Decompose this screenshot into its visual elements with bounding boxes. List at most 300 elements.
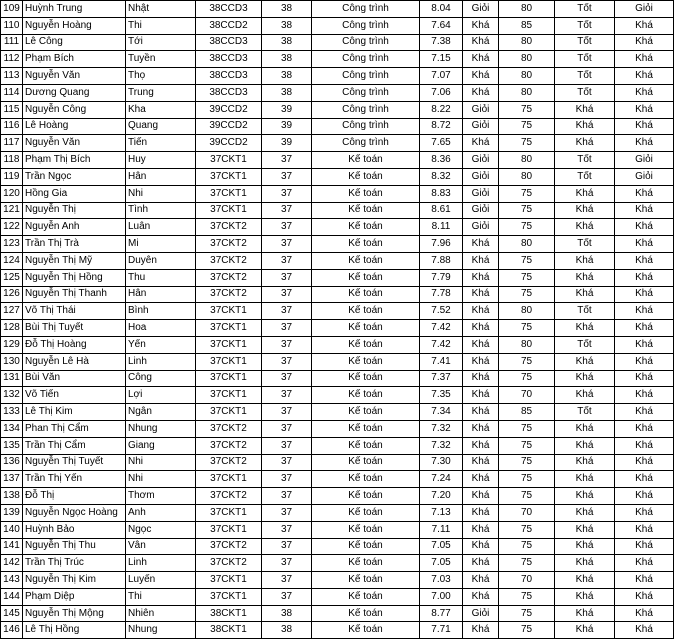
table-row bbox=[1, 118, 674, 135]
first-name-cell: Tiến bbox=[126, 135, 196, 152]
class-code-cell: 37CKT2 bbox=[196, 219, 262, 236]
cohort-cell: 38 bbox=[262, 605, 312, 622]
first-name-cell: Thọ bbox=[126, 68, 196, 85]
class-code-cell: 38CKT1 bbox=[196, 622, 262, 639]
conduct-rank-cell: Khá bbox=[555, 286, 615, 303]
last-middle-name-cell: Trần Thị Trúc bbox=[23, 555, 126, 572]
scholarship-rank-cell: Khá bbox=[615, 555, 674, 572]
row-number-cell: 131 bbox=[1, 370, 23, 387]
cohort-cell: 37 bbox=[262, 320, 312, 337]
academic-rank-cell: Giỏi bbox=[463, 219, 499, 236]
conduct-rank-cell: Khá bbox=[555, 538, 615, 555]
table-row bbox=[1, 420, 674, 437]
table-row bbox=[1, 588, 674, 605]
academic-rank-cell: Khá bbox=[463, 588, 499, 605]
major-cell: Kế toán bbox=[312, 185, 420, 202]
conduct-score-cell: 75 bbox=[499, 219, 555, 236]
academic-rank-cell: Khá bbox=[463, 420, 499, 437]
conduct-score-cell: 75 bbox=[499, 269, 555, 286]
row-number-cell: 137 bbox=[1, 471, 23, 488]
scholarship-rank-cell: Giỏi bbox=[615, 1, 674, 18]
conduct-score-cell: 75 bbox=[499, 588, 555, 605]
major-cell: Kế toán bbox=[312, 286, 420, 303]
row-number-cell: 127 bbox=[1, 303, 23, 320]
major-cell: Kế toán bbox=[312, 303, 420, 320]
table-row bbox=[1, 320, 674, 337]
last-middle-name-cell: Võ Thị Thái bbox=[23, 303, 126, 320]
academic-rank-cell: Khá bbox=[463, 17, 499, 34]
major-cell: Kế toán bbox=[312, 219, 420, 236]
conduct-rank-cell: Khá bbox=[555, 101, 615, 118]
gpa-cell: 7.20 bbox=[420, 488, 463, 505]
last-middle-name-cell: Nguyễn Thị bbox=[23, 202, 126, 219]
row-number-cell: 144 bbox=[1, 588, 23, 605]
last-middle-name-cell: Nguyễn Lê Hà bbox=[23, 353, 126, 370]
first-name-cell: Thu bbox=[126, 269, 196, 286]
row-number-cell: 140 bbox=[1, 521, 23, 538]
table-row bbox=[1, 152, 674, 169]
scholarship-rank-cell: Khá bbox=[615, 370, 674, 387]
cohort-cell: 37 bbox=[262, 336, 312, 353]
table-row bbox=[1, 17, 674, 34]
cohort-cell: 37 bbox=[262, 252, 312, 269]
row-number-cell: 114 bbox=[1, 84, 23, 101]
table-row bbox=[1, 605, 674, 622]
gpa-cell: 7.52 bbox=[420, 303, 463, 320]
row-number-cell: 109 bbox=[1, 1, 23, 18]
major-cell: Kế toán bbox=[312, 555, 420, 572]
cohort-cell: 37 bbox=[262, 572, 312, 589]
last-middle-name-cell: Dương Quang bbox=[23, 84, 126, 101]
cohort-cell: 38 bbox=[262, 51, 312, 68]
major-cell: Kế toán bbox=[312, 370, 420, 387]
row-number-cell: 132 bbox=[1, 387, 23, 404]
row-number-cell: 110 bbox=[1, 17, 23, 34]
first-name-cell: Lợi bbox=[126, 387, 196, 404]
gpa-cell: 7.03 bbox=[420, 572, 463, 589]
class-code-cell: 37CKT1 bbox=[196, 303, 262, 320]
first-name-cell: Mi bbox=[126, 236, 196, 253]
scholarship-rank-cell: Khá bbox=[615, 185, 674, 202]
conduct-rank-cell: Khá bbox=[555, 387, 615, 404]
row-number-cell: 134 bbox=[1, 420, 23, 437]
conduct-score-cell: 85 bbox=[499, 17, 555, 34]
gpa-cell: 7.05 bbox=[420, 538, 463, 555]
scholarship-rank-cell: Khá bbox=[615, 101, 674, 118]
class-code-cell: 37CKT2 bbox=[196, 286, 262, 303]
scholarship-rank-cell: Giỏi bbox=[615, 152, 674, 169]
scholarship-rank-cell: Khá bbox=[615, 118, 674, 135]
scholarship-rank-cell: Khá bbox=[615, 588, 674, 605]
conduct-score-cell: 75 bbox=[499, 118, 555, 135]
last-middle-name-cell: Đỗ Thị bbox=[23, 488, 126, 505]
scholarship-rank-cell: Khá bbox=[615, 269, 674, 286]
cohort-cell: 37 bbox=[262, 370, 312, 387]
gpa-cell: 7.32 bbox=[420, 420, 463, 437]
table-row bbox=[1, 303, 674, 320]
conduct-score-cell: 80 bbox=[499, 34, 555, 51]
conduct-score-cell: 75 bbox=[499, 471, 555, 488]
cohort-cell: 37 bbox=[262, 387, 312, 404]
row-number-cell: 116 bbox=[1, 118, 23, 135]
academic-rank-cell: Khá bbox=[463, 437, 499, 454]
table-row bbox=[1, 504, 674, 521]
row-number-cell: 145 bbox=[1, 605, 23, 622]
conduct-rank-cell: Khá bbox=[555, 320, 615, 337]
cohort-cell: 37 bbox=[262, 168, 312, 185]
gpa-cell: 7.65 bbox=[420, 135, 463, 152]
academic-rank-cell: Khá bbox=[463, 504, 499, 521]
academic-rank-cell: Khá bbox=[463, 488, 499, 505]
last-middle-name-cell: Hồng Gia bbox=[23, 185, 126, 202]
table-row bbox=[1, 622, 674, 639]
conduct-score-cell: 80 bbox=[499, 51, 555, 68]
academic-rank-cell: Giỏi bbox=[463, 202, 499, 219]
cohort-cell: 37 bbox=[262, 185, 312, 202]
row-number-cell: 143 bbox=[1, 572, 23, 589]
class-code-cell: 37CKT2 bbox=[196, 454, 262, 471]
major-cell: Kế toán bbox=[312, 605, 420, 622]
conduct-rank-cell: Khá bbox=[555, 252, 615, 269]
last-middle-name-cell: Nguyễn Công bbox=[23, 101, 126, 118]
conduct-score-cell: 80 bbox=[499, 1, 555, 18]
academic-rank-cell: Khá bbox=[463, 471, 499, 488]
table-row bbox=[1, 538, 674, 555]
gpa-cell: 8.61 bbox=[420, 202, 463, 219]
table-row bbox=[1, 370, 674, 387]
gpa-cell: 7.13 bbox=[420, 504, 463, 521]
cohort-cell: 37 bbox=[262, 152, 312, 169]
class-code-cell: 37CKT1 bbox=[196, 471, 262, 488]
scholarship-rank-cell: Khá bbox=[615, 84, 674, 101]
gpa-cell: 7.41 bbox=[420, 353, 463, 370]
conduct-rank-cell: Khá bbox=[555, 504, 615, 521]
cohort-cell: 39 bbox=[262, 135, 312, 152]
row-number-cell: 118 bbox=[1, 152, 23, 169]
first-name-cell: Nhi bbox=[126, 471, 196, 488]
gpa-cell: 7.32 bbox=[420, 437, 463, 454]
academic-rank-cell: Khá bbox=[463, 236, 499, 253]
table-row bbox=[1, 51, 674, 68]
scholarship-rank-cell: Khá bbox=[615, 252, 674, 269]
last-middle-name-cell: Nguyễn Thị Kim bbox=[23, 572, 126, 589]
scholarship-rank-cell: Khá bbox=[615, 572, 674, 589]
table-row bbox=[1, 572, 674, 589]
first-name-cell: Công bbox=[126, 370, 196, 387]
conduct-rank-cell: Khá bbox=[555, 521, 615, 538]
conduct-rank-cell: Khá bbox=[555, 118, 615, 135]
academic-rank-cell: Khá bbox=[463, 555, 499, 572]
last-middle-name-cell: Huỳnh Trung bbox=[23, 1, 126, 18]
academic-rank-cell: Khá bbox=[463, 353, 499, 370]
row-number-cell: 113 bbox=[1, 68, 23, 85]
major-cell: Kế toán bbox=[312, 538, 420, 555]
class-code-cell: 38CCD3 bbox=[196, 1, 262, 18]
major-cell: Kế toán bbox=[312, 202, 420, 219]
scholarship-rank-cell: Khá bbox=[615, 336, 674, 353]
conduct-rank-cell: Khá bbox=[555, 353, 615, 370]
academic-rank-cell: Khá bbox=[463, 34, 499, 51]
academic-rank-cell: Giỏi bbox=[463, 168, 499, 185]
row-number-cell: 123 bbox=[1, 236, 23, 253]
class-code-cell: 37CKT2 bbox=[196, 538, 262, 555]
last-middle-name-cell: Nguyễn Ngọc Hoàng bbox=[23, 504, 126, 521]
gpa-cell: 7.06 bbox=[420, 84, 463, 101]
class-code-cell: 39CCD2 bbox=[196, 118, 262, 135]
class-code-cell: 38CCD3 bbox=[196, 34, 262, 51]
conduct-rank-cell: Tốt bbox=[555, 168, 615, 185]
cohort-cell: 37 bbox=[262, 555, 312, 572]
first-name-cell: Thi bbox=[126, 17, 196, 34]
major-cell: Kế toán bbox=[312, 420, 420, 437]
scholarship-rank-cell: Khá bbox=[615, 605, 674, 622]
major-cell: Kế toán bbox=[312, 588, 420, 605]
conduct-rank-cell: Tốt bbox=[555, 51, 615, 68]
gpa-cell: 7.78 bbox=[420, 286, 463, 303]
class-code-cell: 37CKT1 bbox=[196, 387, 262, 404]
major-cell: Kế toán bbox=[312, 454, 420, 471]
table-row bbox=[1, 555, 674, 572]
table-body bbox=[1, 1, 674, 639]
scholarship-rank-cell: Khá bbox=[615, 404, 674, 421]
first-name-cell: Luyến bbox=[126, 572, 196, 589]
first-name-cell: Anh bbox=[126, 504, 196, 521]
cohort-cell: 38 bbox=[262, 34, 312, 51]
table-row bbox=[1, 353, 674, 370]
major-cell: Công trình bbox=[312, 101, 420, 118]
gpa-cell: 7.79 bbox=[420, 269, 463, 286]
conduct-score-cell: 75 bbox=[499, 605, 555, 622]
class-code-cell: 37CKT2 bbox=[196, 488, 262, 505]
row-number-cell: 136 bbox=[1, 454, 23, 471]
major-cell: Kế toán bbox=[312, 252, 420, 269]
last-middle-name-cell: Phạm Bích bbox=[23, 51, 126, 68]
academic-rank-cell: Khá bbox=[463, 135, 499, 152]
cohort-cell: 37 bbox=[262, 504, 312, 521]
row-number-cell: 128 bbox=[1, 320, 23, 337]
first-name-cell: Nhung bbox=[126, 622, 196, 639]
conduct-score-cell: 80 bbox=[499, 303, 555, 320]
gpa-cell: 7.00 bbox=[420, 588, 463, 605]
conduct-score-cell: 75 bbox=[499, 555, 555, 572]
conduct-rank-cell: Tốt bbox=[555, 17, 615, 34]
class-code-cell: 38CCD3 bbox=[196, 68, 262, 85]
gpa-cell: 8.83 bbox=[420, 185, 463, 202]
major-cell: Kế toán bbox=[312, 488, 420, 505]
cohort-cell: 37 bbox=[262, 521, 312, 538]
cohort-cell: 37 bbox=[262, 269, 312, 286]
conduct-score-cell: 75 bbox=[499, 521, 555, 538]
conduct-score-cell: 75 bbox=[499, 622, 555, 639]
table-row bbox=[1, 101, 674, 118]
table-row bbox=[1, 1, 674, 18]
major-cell: Kế toán bbox=[312, 572, 420, 589]
gpa-cell: 8.32 bbox=[420, 168, 463, 185]
scholarship-rank-cell: Giỏi bbox=[615, 168, 674, 185]
conduct-score-cell: 75 bbox=[499, 202, 555, 219]
cohort-cell: 39 bbox=[262, 118, 312, 135]
academic-rank-cell: Khá bbox=[463, 454, 499, 471]
conduct-rank-cell: Khá bbox=[555, 219, 615, 236]
row-number-cell: 135 bbox=[1, 437, 23, 454]
table-row bbox=[1, 236, 674, 253]
conduct-score-cell: 75 bbox=[499, 252, 555, 269]
cohort-cell: 37 bbox=[262, 202, 312, 219]
major-cell: Kế toán bbox=[312, 471, 420, 488]
gpa-cell: 8.22 bbox=[420, 101, 463, 118]
conduct-rank-cell: Khá bbox=[555, 202, 615, 219]
first-name-cell: Ngân bbox=[126, 404, 196, 421]
first-name-cell: Giang bbox=[126, 437, 196, 454]
gpa-cell: 8.36 bbox=[420, 152, 463, 169]
conduct-score-cell: 80 bbox=[499, 236, 555, 253]
conduct-rank-cell: Khá bbox=[555, 588, 615, 605]
class-code-cell: 37CKT1 bbox=[196, 572, 262, 589]
first-name-cell: Nhi bbox=[126, 454, 196, 471]
gpa-cell: 7.15 bbox=[420, 51, 463, 68]
conduct-rank-cell: Tốt bbox=[555, 236, 615, 253]
last-middle-name-cell: Nguyễn Thị Thu bbox=[23, 538, 126, 555]
conduct-rank-cell: Tốt bbox=[555, 1, 615, 18]
conduct-rank-cell: Tốt bbox=[555, 303, 615, 320]
conduct-score-cell: 75 bbox=[499, 454, 555, 471]
gpa-cell: 8.72 bbox=[420, 118, 463, 135]
first-name-cell: Nhật bbox=[126, 1, 196, 18]
scholarship-rank-cell: Khá bbox=[615, 538, 674, 555]
table-row bbox=[1, 135, 674, 152]
class-code-cell: 39CCD2 bbox=[196, 101, 262, 118]
last-middle-name-cell: Phạm Thị Bích bbox=[23, 152, 126, 169]
table-row bbox=[1, 488, 674, 505]
major-cell: Kế toán bbox=[312, 387, 420, 404]
class-code-cell: 37CKT1 bbox=[196, 168, 262, 185]
major-cell: Công trình bbox=[312, 51, 420, 68]
academic-rank-cell: Khá bbox=[463, 538, 499, 555]
last-middle-name-cell: Huỳnh Bảo bbox=[23, 521, 126, 538]
major-cell: Kế toán bbox=[312, 152, 420, 169]
last-middle-name-cell: Lê Thị Kim bbox=[23, 404, 126, 421]
first-name-cell: Linh bbox=[126, 353, 196, 370]
cohort-cell: 37 bbox=[262, 219, 312, 236]
cohort-cell: 37 bbox=[262, 303, 312, 320]
scholarship-rank-cell: Khá bbox=[615, 286, 674, 303]
academic-rank-cell: Khá bbox=[463, 521, 499, 538]
last-middle-name-cell: Trần Ngọc bbox=[23, 168, 126, 185]
last-middle-name-cell: Trần Thị Trà bbox=[23, 236, 126, 253]
first-name-cell: Luân bbox=[126, 219, 196, 236]
row-number-cell: 141 bbox=[1, 538, 23, 555]
major-cell: Kế toán bbox=[312, 437, 420, 454]
scholarship-rank-cell: Khá bbox=[615, 51, 674, 68]
table-row bbox=[1, 387, 674, 404]
class-code-cell: 37CKT2 bbox=[196, 269, 262, 286]
gpa-cell: 7.35 bbox=[420, 387, 463, 404]
class-code-cell: 37CKT2 bbox=[196, 437, 262, 454]
gpa-cell: 8.04 bbox=[420, 1, 463, 18]
major-cell: Kế toán bbox=[312, 336, 420, 353]
gpa-cell: 8.11 bbox=[420, 219, 463, 236]
conduct-score-cell: 75 bbox=[499, 286, 555, 303]
table-row bbox=[1, 68, 674, 85]
gpa-cell: 7.11 bbox=[420, 521, 463, 538]
gpa-cell: 7.07 bbox=[420, 68, 463, 85]
table-row bbox=[1, 521, 674, 538]
gpa-cell: 7.96 bbox=[420, 236, 463, 253]
major-cell: Công trình bbox=[312, 68, 420, 85]
class-code-cell: 37CKT1 bbox=[196, 353, 262, 370]
major-cell: Kế toán bbox=[312, 353, 420, 370]
scholarship-rank-cell: Khá bbox=[615, 219, 674, 236]
row-number-cell: 115 bbox=[1, 101, 23, 118]
major-cell: Kế toán bbox=[312, 504, 420, 521]
gpa-cell: 7.24 bbox=[420, 471, 463, 488]
first-name-cell: Tình bbox=[126, 202, 196, 219]
cohort-cell: 37 bbox=[262, 404, 312, 421]
last-middle-name-cell: Trần Thị Cẩm bbox=[23, 437, 126, 454]
cohort-cell: 39 bbox=[262, 101, 312, 118]
conduct-score-cell: 75 bbox=[499, 353, 555, 370]
academic-rank-cell: Khá bbox=[463, 387, 499, 404]
row-number-cell: 119 bbox=[1, 168, 23, 185]
academic-rank-cell: Giỏi bbox=[463, 101, 499, 118]
class-code-cell: 38CCD3 bbox=[196, 51, 262, 68]
first-name-cell: Ngọc bbox=[126, 521, 196, 538]
major-cell: Kế toán bbox=[312, 168, 420, 185]
conduct-rank-cell: Khá bbox=[555, 572, 615, 589]
class-code-cell: 37CKT1 bbox=[196, 320, 262, 337]
cohort-cell: 37 bbox=[262, 420, 312, 437]
last-middle-name-cell: Nguyễn Thị Thanh bbox=[23, 286, 126, 303]
conduct-rank-cell: Khá bbox=[555, 605, 615, 622]
class-code-cell: 37CKT2 bbox=[196, 555, 262, 572]
class-code-cell: 37CKT1 bbox=[196, 588, 262, 605]
scholarship-rank-cell: Khá bbox=[615, 303, 674, 320]
row-number-cell: 126 bbox=[1, 286, 23, 303]
last-middle-name-cell: Đỗ Thị Hoàng bbox=[23, 336, 126, 353]
row-number-cell: 112 bbox=[1, 51, 23, 68]
academic-rank-cell: Giỏi bbox=[463, 605, 499, 622]
row-number-cell: 129 bbox=[1, 336, 23, 353]
conduct-score-cell: 80 bbox=[499, 68, 555, 85]
conduct-score-cell: 75 bbox=[499, 135, 555, 152]
gpa-cell: 7.64 bbox=[420, 17, 463, 34]
conduct-score-cell: 85 bbox=[499, 404, 555, 421]
last-middle-name-cell: Lê Hoàng bbox=[23, 118, 126, 135]
major-cell: Công trình bbox=[312, 118, 420, 135]
conduct-rank-cell: Khá bbox=[555, 454, 615, 471]
conduct-score-cell: 80 bbox=[499, 336, 555, 353]
first-name-cell: Thi bbox=[126, 588, 196, 605]
academic-rank-cell: Khá bbox=[463, 404, 499, 421]
conduct-rank-cell: Khá bbox=[555, 488, 615, 505]
conduct-score-cell: 80 bbox=[499, 168, 555, 185]
first-name-cell: Hoa bbox=[126, 320, 196, 337]
scholarship-rank-cell: Khá bbox=[615, 17, 674, 34]
academic-rank-cell: Khá bbox=[463, 252, 499, 269]
first-name-cell: Tới bbox=[126, 34, 196, 51]
class-code-cell: 39CCD2 bbox=[196, 135, 262, 152]
last-middle-name-cell: Nguyễn Thị Mỹ bbox=[23, 252, 126, 269]
gpa-cell: 8.77 bbox=[420, 605, 463, 622]
first-name-cell: Bình bbox=[126, 303, 196, 320]
academic-rank-cell: Khá bbox=[463, 68, 499, 85]
major-cell: Kế toán bbox=[312, 521, 420, 538]
table-row bbox=[1, 269, 674, 286]
row-number-cell: 121 bbox=[1, 202, 23, 219]
last-middle-name-cell: Nguyễn Thị Tuyết bbox=[23, 454, 126, 471]
row-number-cell: 146 bbox=[1, 622, 23, 639]
gpa-cell: 7.30 bbox=[420, 454, 463, 471]
